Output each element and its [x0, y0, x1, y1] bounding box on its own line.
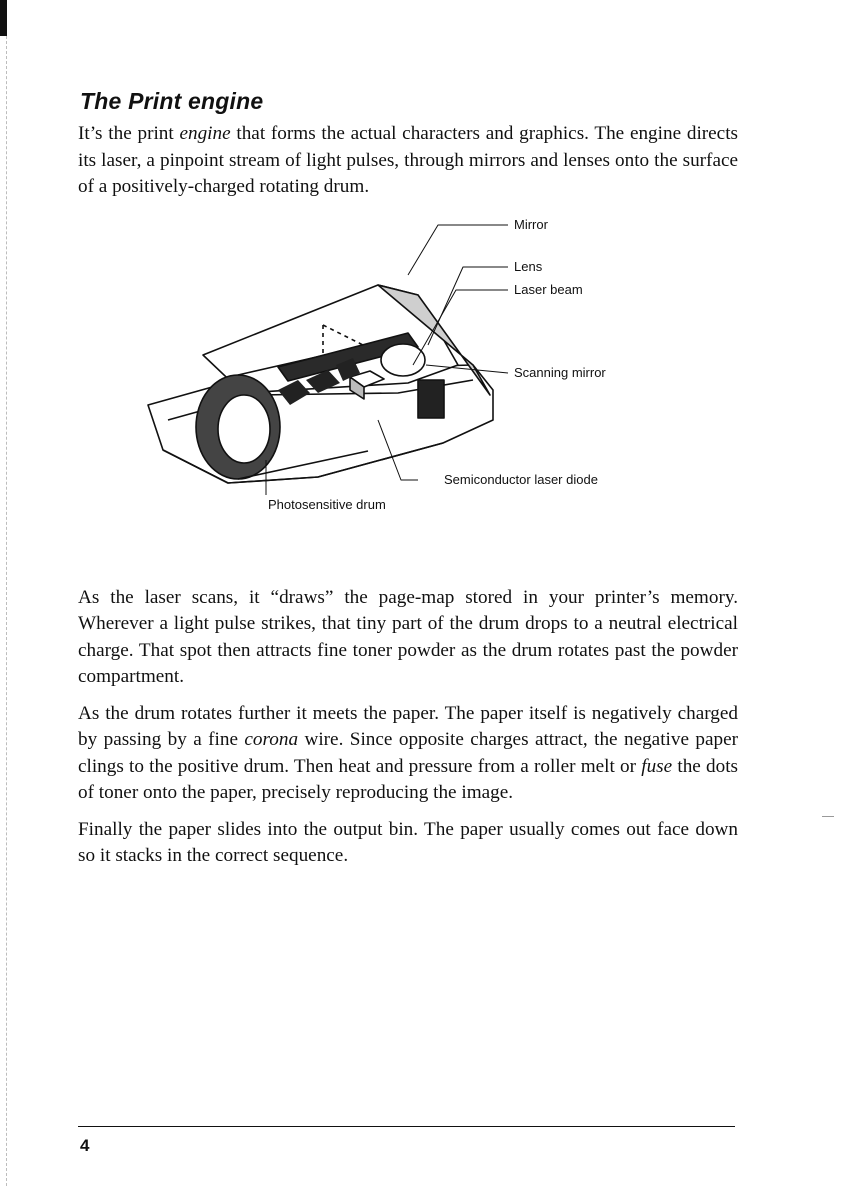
body-paragraph-drum-paper: [78, 701, 738, 807]
label-semiconductor-laser-diode: Semiconductor laser diode: [444, 471, 598, 487]
binding-line: [6, 36, 8, 1186]
print-engine-illustration: [78, 215, 738, 555]
label-scanning-mirror: Scanning mirror: [514, 364, 606, 380]
drum-paper-text-1: As the drum rotates further it meets the paper. The paper itself is negatively charged by passing by a fine: [78, 702, 738, 750]
intro-text-end: that forms the actual characters and graphics. The engine directs its laser, a pinpoint stream of light pulses, through mirrors and lenses onto the surface of a positively-charged rotating drum.: [78, 123, 738, 197]
laser-diode-block: [418, 380, 444, 418]
footer-rule: [78, 1126, 735, 1127]
page-content: [78, 88, 738, 880]
label-photosensitive-drum: Photosensitive drum: [268, 496, 386, 512]
intro-text-start: It’s the print: [78, 123, 180, 144]
scanning-mirror-disk: [381, 344, 425, 376]
page-number: 4: [80, 1136, 90, 1155]
binding-mark: [0, 0, 7, 36]
intro-paragraph: [78, 121, 738, 201]
body-paragraph-output-bin: Finally the paper slides into the output bin. The paper usually comes out face down so it stacks in the correct sequence.: [78, 818, 738, 866]
drum-paper-text-2: wire. Since opposite charges attract, the negative paper clings to the positive drum. Then heat and pressure from a roller melt or: [78, 729, 738, 777]
binding-edge: [0, 0, 10, 1198]
section-title: The Print engine: [80, 88, 264, 114]
intro-emphasis-engine: engine: [179, 123, 231, 144]
photosensitive-drum-bore: [218, 395, 270, 463]
margin-tick-mark: [822, 816, 834, 817]
emphasis-fuse: fuse: [641, 755, 673, 777]
drum-paper-text-3: the dots of toner onto the paper, precisely reproducing the image.: [78, 755, 738, 803]
body-paragraph-laser-scan: As the laser scans, it “draws” the page-map stored in your printer’s memory. Wherever a light pulse strikes, that tiny part of the drum drops to a neutral electrical charge. That spot then attracts fine toner powder as the drum rotates past the powder compartment.: [78, 586, 738, 687]
label-lens: Lens: [514, 258, 543, 274]
print-engine-diagram: [78, 215, 738, 555]
label-mirror: Mirror: [514, 216, 548, 232]
label-laser-beam: Laser beam: [514, 281, 583, 297]
emphasis-corona: corona: [244, 729, 299, 750]
